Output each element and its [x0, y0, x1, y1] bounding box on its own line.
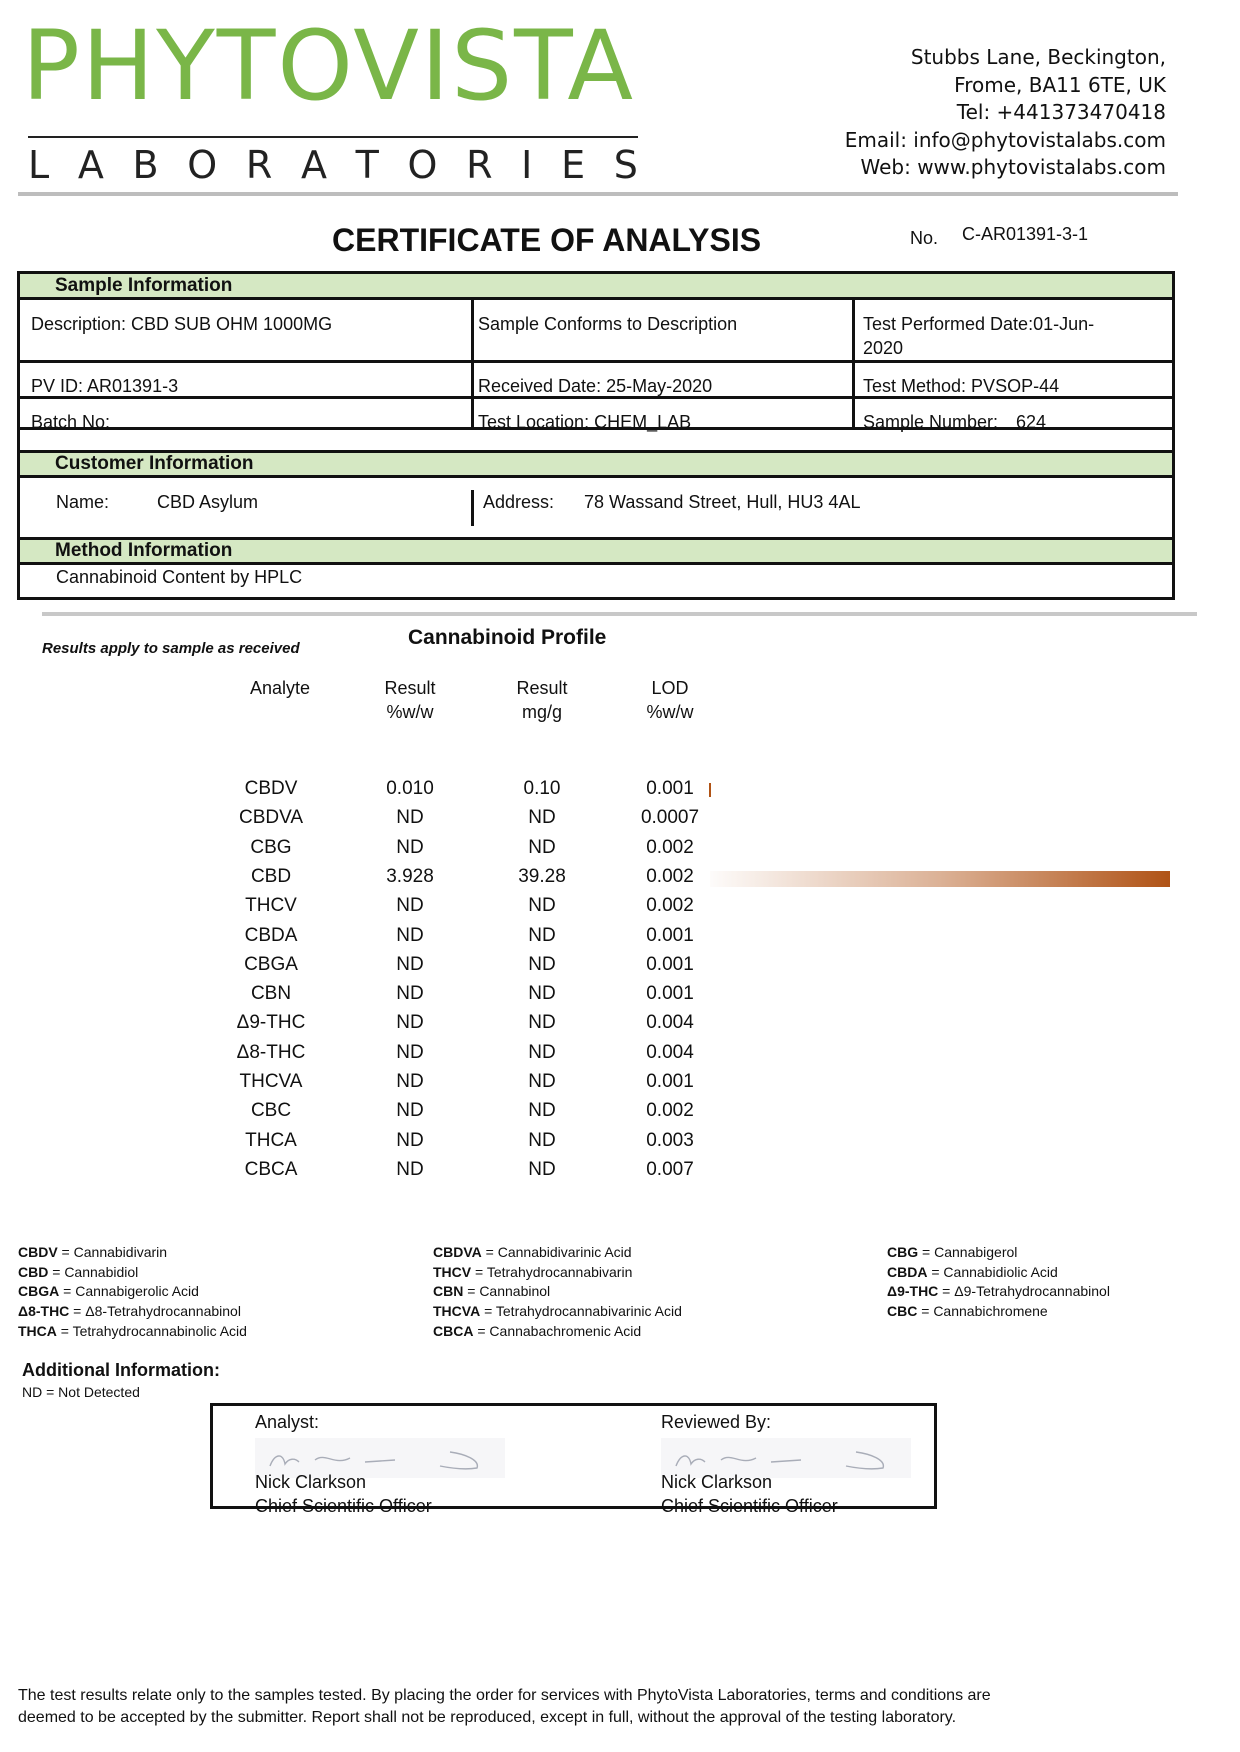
reviewer-label: Reviewed By: — [661, 1412, 772, 1432]
address-line: Tel: +441373470418 — [956, 100, 1166, 124]
result-pct-cell: ND — [396, 1100, 424, 1122]
result-mg-cell: 0.10 — [523, 778, 561, 799]
glossary-sep: = — [473, 1322, 490, 1339]
analyte-cell: CBDVA — [238, 807, 304, 829]
result-pct-cell: ND — [396, 1129, 424, 1151]
analyte-cell: THCVA — [239, 1071, 303, 1092]
table-row — [0, 1042, 760, 1071]
glossary-abbr: CBDVA — [433, 1244, 482, 1260]
lod-cell: 0.001 — [646, 983, 694, 1005]
lod-cell: 0.007 — [646, 1158, 694, 1180]
glossary-sep: = — [480, 1303, 496, 1320]
table-row — [0, 1130, 760, 1159]
glossary-col-2 — [433, 1243, 682, 1342]
result-pct-cell: ND — [396, 1041, 424, 1063]
glossary-entry — [433, 1282, 682, 1302]
footer-line: deemed to be accepted by the submitter. Report shall not be reproduced, except in full, without the approval of the testing laboratory. — [18, 1709, 957, 1726]
logo-letter: E — [561, 143, 586, 187]
glossary-sep: = — [917, 1303, 934, 1320]
glossary-full: Cannabidiol — [64, 1263, 139, 1280]
glossary-col-3 — [887, 1243, 1110, 1322]
reviewer-name-block — [661, 1470, 838, 1518]
glossary-entry — [887, 1282, 1110, 1302]
address-line: Frome, BA11 6TE, UK — [954, 72, 1166, 97]
glossary-full: Tetrahydrocannabivarinic Acid — [495, 1303, 682, 1320]
glossary-entry — [887, 1302, 1110, 1322]
glossary-abbr: Δ9-THC — [887, 1283, 939, 1300]
test-date-field — [863, 312, 1094, 360]
glossary-abbr: CBG — [887, 1244, 919, 1260]
glossary-sep: = — [463, 1283, 480, 1300]
lod-cell: 0.003 — [646, 1129, 694, 1151]
reviewer-title: Chief Scientific Officer — [661, 1496, 838, 1516]
col-result-pct-header — [360, 676, 460, 724]
result-mg-cell: ND — [528, 1041, 556, 1063]
table-row — [0, 895, 760, 924]
logo-letter: T — [355, 143, 379, 187]
col-header-line: Result — [384, 678, 436, 698]
logo-letter: R — [245, 143, 273, 187]
col-header-unit: %w/w — [646, 702, 694, 722]
result-mg-cell: ND — [528, 1100, 556, 1122]
table-row — [0, 807, 760, 836]
glossary-abbr: CBD — [18, 1263, 49, 1280]
glossary-full: Cannabigerolic Acid — [75, 1283, 199, 1300]
glossary-abbr: CBC — [887, 1303, 918, 1320]
glossary-entry — [433, 1243, 682, 1263]
address-line: Web: www.phytovistalabs.com — [860, 155, 1166, 179]
customer-name-label: Name: — [56, 492, 110, 512]
profile-title: Cannabinoid Profile — [408, 626, 607, 649]
analyte-cell: CBG — [250, 836, 292, 858]
footer-disclaimer — [18, 1685, 1158, 1729]
result-pct-cell: ND — [396, 924, 424, 946]
logo-letter: R — [466, 143, 493, 187]
analyte-cell: CBDA — [244, 924, 298, 946]
analyte-cell: CBD — [250, 865, 292, 887]
glossary-entry — [18, 1263, 247, 1283]
logo-letter: S — [613, 143, 638, 187]
result-mg-cell: 39.28 — [518, 865, 566, 887]
result-mg-cell: ND — [528, 983, 556, 1005]
result-mg-cell: ND — [528, 1071, 556, 1092]
logo-letter: A — [300, 143, 327, 187]
analyst-name: Nick Clarkson — [255, 1472, 367, 1492]
result-mg-cell: ND — [528, 836, 556, 858]
results-note: Results apply to sample as received — [42, 640, 300, 657]
glossary-abbr: THCA — [18, 1322, 57, 1339]
analyst-name-block — [255, 1470, 432, 1518]
table-row — [0, 866, 760, 895]
test-date-line: Test Performed Date:01-Jun- — [863, 314, 1095, 334]
customer-address-label: Address: — [483, 492, 555, 512]
lod-cell: 0.002 — [646, 895, 694, 917]
sample-info-heading: Sample Information — [55, 275, 233, 296]
footer-line: The test results relate only to the samples tested. By placing the order for services with PhytoVista Laboratories, terms and conditions are — [18, 1687, 991, 1704]
logo-letter: O — [187, 143, 218, 187]
lod-cell: 0.004 — [646, 1041, 694, 1063]
glossary-entry — [18, 1243, 247, 1263]
glossary-col-1 — [18, 1243, 247, 1342]
lod-cell: 0.004 — [646, 1012, 694, 1034]
logo-divider — [28, 136, 638, 138]
logo-letter: B — [132, 143, 159, 187]
lod-cell: 0.002 — [646, 1100, 694, 1122]
test-date-line: 2020 — [863, 338, 904, 358]
glossary-abbr: Δ8-THC — [18, 1303, 70, 1320]
additional-info-text: ND = Not Detected — [22, 1384, 140, 1400]
page-title: CERTIFICATE OF ANALYSIS — [332, 222, 762, 258]
glossary-abbr: CBDA — [887, 1263, 928, 1280]
lod-cell: 0.0007 — [640, 807, 700, 829]
table-row — [0, 925, 760, 954]
logo-letter: I — [521, 143, 533, 187]
result-pct-cell: ND — [396, 1012, 424, 1034]
lab-address — [845, 44, 1166, 182]
glossary-full: Δ9-Tetrahydrocannabinol — [954, 1283, 1110, 1300]
result-pct-cell: ND — [396, 953, 424, 975]
analyte-cell: THCV — [245, 895, 297, 917]
glossary-sep: = — [927, 1263, 944, 1280]
result-pct-cell: ND — [396, 807, 424, 829]
test-method-field: Test Method: PVSOP-44 — [863, 376, 1060, 396]
table-row — [0, 1071, 760, 1100]
sample-number-label: Sample Number: — [863, 412, 999, 432]
cert-number: C-AR01391-3-1 — [962, 224, 1089, 244]
result-pct-cell: ND — [396, 983, 424, 1005]
cbdv-bar — [709, 783, 711, 797]
result-mg-cell: ND — [528, 895, 556, 917]
header-divider — [18, 192, 1178, 196]
glossary-abbr: CBN — [433, 1283, 464, 1300]
glossary-entry — [887, 1243, 1110, 1263]
conforms-field: Sample Conforms to Description — [478, 314, 738, 334]
result-mg-cell: ND — [528, 807, 556, 829]
glossary-entry — [433, 1302, 682, 1322]
profile-divider — [42, 612, 1197, 616]
table-row — [0, 1100, 760, 1129]
sample-number: 624 — [1016, 412, 1047, 432]
table-row — [0, 778, 760, 807]
glossary-sep: = — [56, 1322, 73, 1339]
method-info-heading: Method Information — [55, 540, 233, 561]
customer-name: CBD Asylum — [157, 492, 259, 512]
table-row — [0, 1012, 760, 1041]
glossary-sep: = — [48, 1263, 65, 1280]
glossary-sep: = — [59, 1283, 76, 1300]
glossary-full: Cannabidivarin — [73, 1244, 168, 1260]
glossary-entry — [18, 1322, 247, 1342]
table-row — [0, 954, 760, 983]
glossary-full: Cannabichromene — [933, 1303, 1048, 1320]
glossary-abbr: THCVA — [433, 1303, 481, 1320]
glossary-abbr: CBDV — [18, 1244, 58, 1260]
result-pct-cell: ND — [396, 1071, 424, 1092]
result-pct-cell: ND — [396, 836, 424, 858]
lod-cell: 0.001 — [646, 778, 694, 799]
analyte-cell: CBDV — [244, 778, 298, 799]
glossary-entry — [433, 1263, 682, 1283]
result-pct-cell: 0.010 — [386, 778, 434, 799]
logo-letter: A — [77, 143, 104, 187]
col-header-unit: mg/g — [521, 702, 563, 722]
cert-number-label: No. — [910, 228, 939, 248]
result-mg-cell: ND — [528, 1129, 556, 1151]
glossary-sep: = — [938, 1283, 955, 1300]
col-header-line: LOD — [651, 678, 689, 698]
glossary-full: Cannabidiolic Acid — [943, 1263, 1058, 1280]
signoff-box — [210, 1403, 937, 1516]
glossary-entry — [887, 1263, 1110, 1283]
address-line: Email: info@phytovistalabs.com — [844, 127, 1166, 152]
pv-id-field: PV ID: AR01391-3 — [31, 376, 179, 396]
table-row — [0, 837, 760, 866]
lod-cell: 0.002 — [646, 836, 694, 858]
lod-cell: 0.002 — [646, 865, 694, 887]
reviewer-name: Nick Clarkson — [661, 1472, 773, 1492]
analyte-cell: CBGA — [244, 953, 298, 975]
result-mg-cell: ND — [528, 1012, 556, 1034]
glossary-sep: = — [918, 1244, 935, 1260]
result-pct-cell: ND — [396, 895, 424, 917]
glossary-sep: = — [481, 1244, 498, 1260]
glossary-abbr: THCV — [433, 1263, 472, 1280]
analyte-cell: CBC — [250, 1100, 292, 1122]
logo-letter: L — [28, 143, 50, 187]
analyst-title: Chief Scientific Officer — [255, 1496, 432, 1516]
glossary-full: Cannabigerol — [934, 1244, 1018, 1260]
col-header-line: Result — [516, 678, 568, 698]
col-result-mg-header — [492, 676, 592, 724]
analyte-cell: Δ8-THC — [236, 1041, 306, 1063]
glossary-full: Cannabinol — [479, 1283, 551, 1300]
batch-field: Batch No: — [31, 412, 111, 432]
glossary-sep: = — [69, 1303, 86, 1320]
additional-info-heading: Additional Information: — [22, 1360, 220, 1380]
glossary-full: Tetrahydrocannabivarin — [486, 1263, 633, 1280]
test-location-field: Test Location: CHEM_LAB — [478, 412, 692, 432]
glossary-full: Cannabidivarinic Acid — [497, 1244, 632, 1260]
analyte-cell: CBCA — [244, 1158, 298, 1180]
col-header-unit: %w/w — [386, 702, 434, 722]
result-pct-cell: ND — [396, 1158, 424, 1180]
glossary-full: Tetrahydrocannabinolic Acid — [72, 1322, 247, 1339]
analyst-label: Analyst: — [255, 1412, 320, 1432]
customer-info-heading: Customer Information — [55, 453, 254, 474]
glossary-entry — [433, 1322, 682, 1342]
received-date-field: Received Date: 25-May-2020 — [478, 376, 713, 396]
col-lod-header — [620, 676, 720, 724]
description-field: Description: CBD SUB OHM 1000MG — [31, 314, 333, 334]
result-mg-cell: ND — [528, 953, 556, 975]
glossary-sep: = — [471, 1263, 487, 1280]
glossary-full: Δ8-Tetrahydrocannabinol — [85, 1303, 241, 1320]
lod-cell: 0.001 — [646, 1071, 694, 1092]
cbd-bar — [710, 871, 1170, 887]
table-row — [0, 983, 760, 1012]
analyte-cell: CBN — [250, 983, 292, 1005]
lod-cell: 0.001 — [646, 924, 694, 946]
glossary-sep: = — [57, 1244, 74, 1260]
glossary-entry — [18, 1302, 247, 1322]
glossary-entry — [18, 1282, 247, 1302]
col-analyte-header: Analyte — [249, 678, 311, 698]
customer-address: 78 Wassand Street, Hull, HU3 4AL — [584, 492, 861, 512]
result-mg-cell: ND — [528, 924, 556, 946]
result-mg-cell: ND — [528, 1158, 556, 1180]
glossary-full: Cannabachromenic Acid — [489, 1322, 642, 1339]
result-pct-cell: 3.928 — [386, 865, 434, 887]
sample-info-table — [17, 271, 1175, 600]
analyte-cell: Δ9-THC — [236, 1012, 306, 1034]
analyte-cell: THCA — [245, 1129, 297, 1151]
method-field: Cannabinoid Content by HPLC — [56, 567, 303, 587]
address-line: Stubbs Lane, Beckington, — [910, 45, 1166, 69]
glossary-abbr: CBCA — [433, 1322, 474, 1339]
lod-cell: 0.001 — [646, 953, 694, 975]
table-row — [0, 1159, 760, 1188]
logo-letter: O — [407, 143, 438, 187]
glossary-abbr: CBGA — [18, 1283, 60, 1300]
logo-subtitle — [28, 143, 638, 187]
company-logo: PHYTOVISTA — [22, 10, 636, 122]
